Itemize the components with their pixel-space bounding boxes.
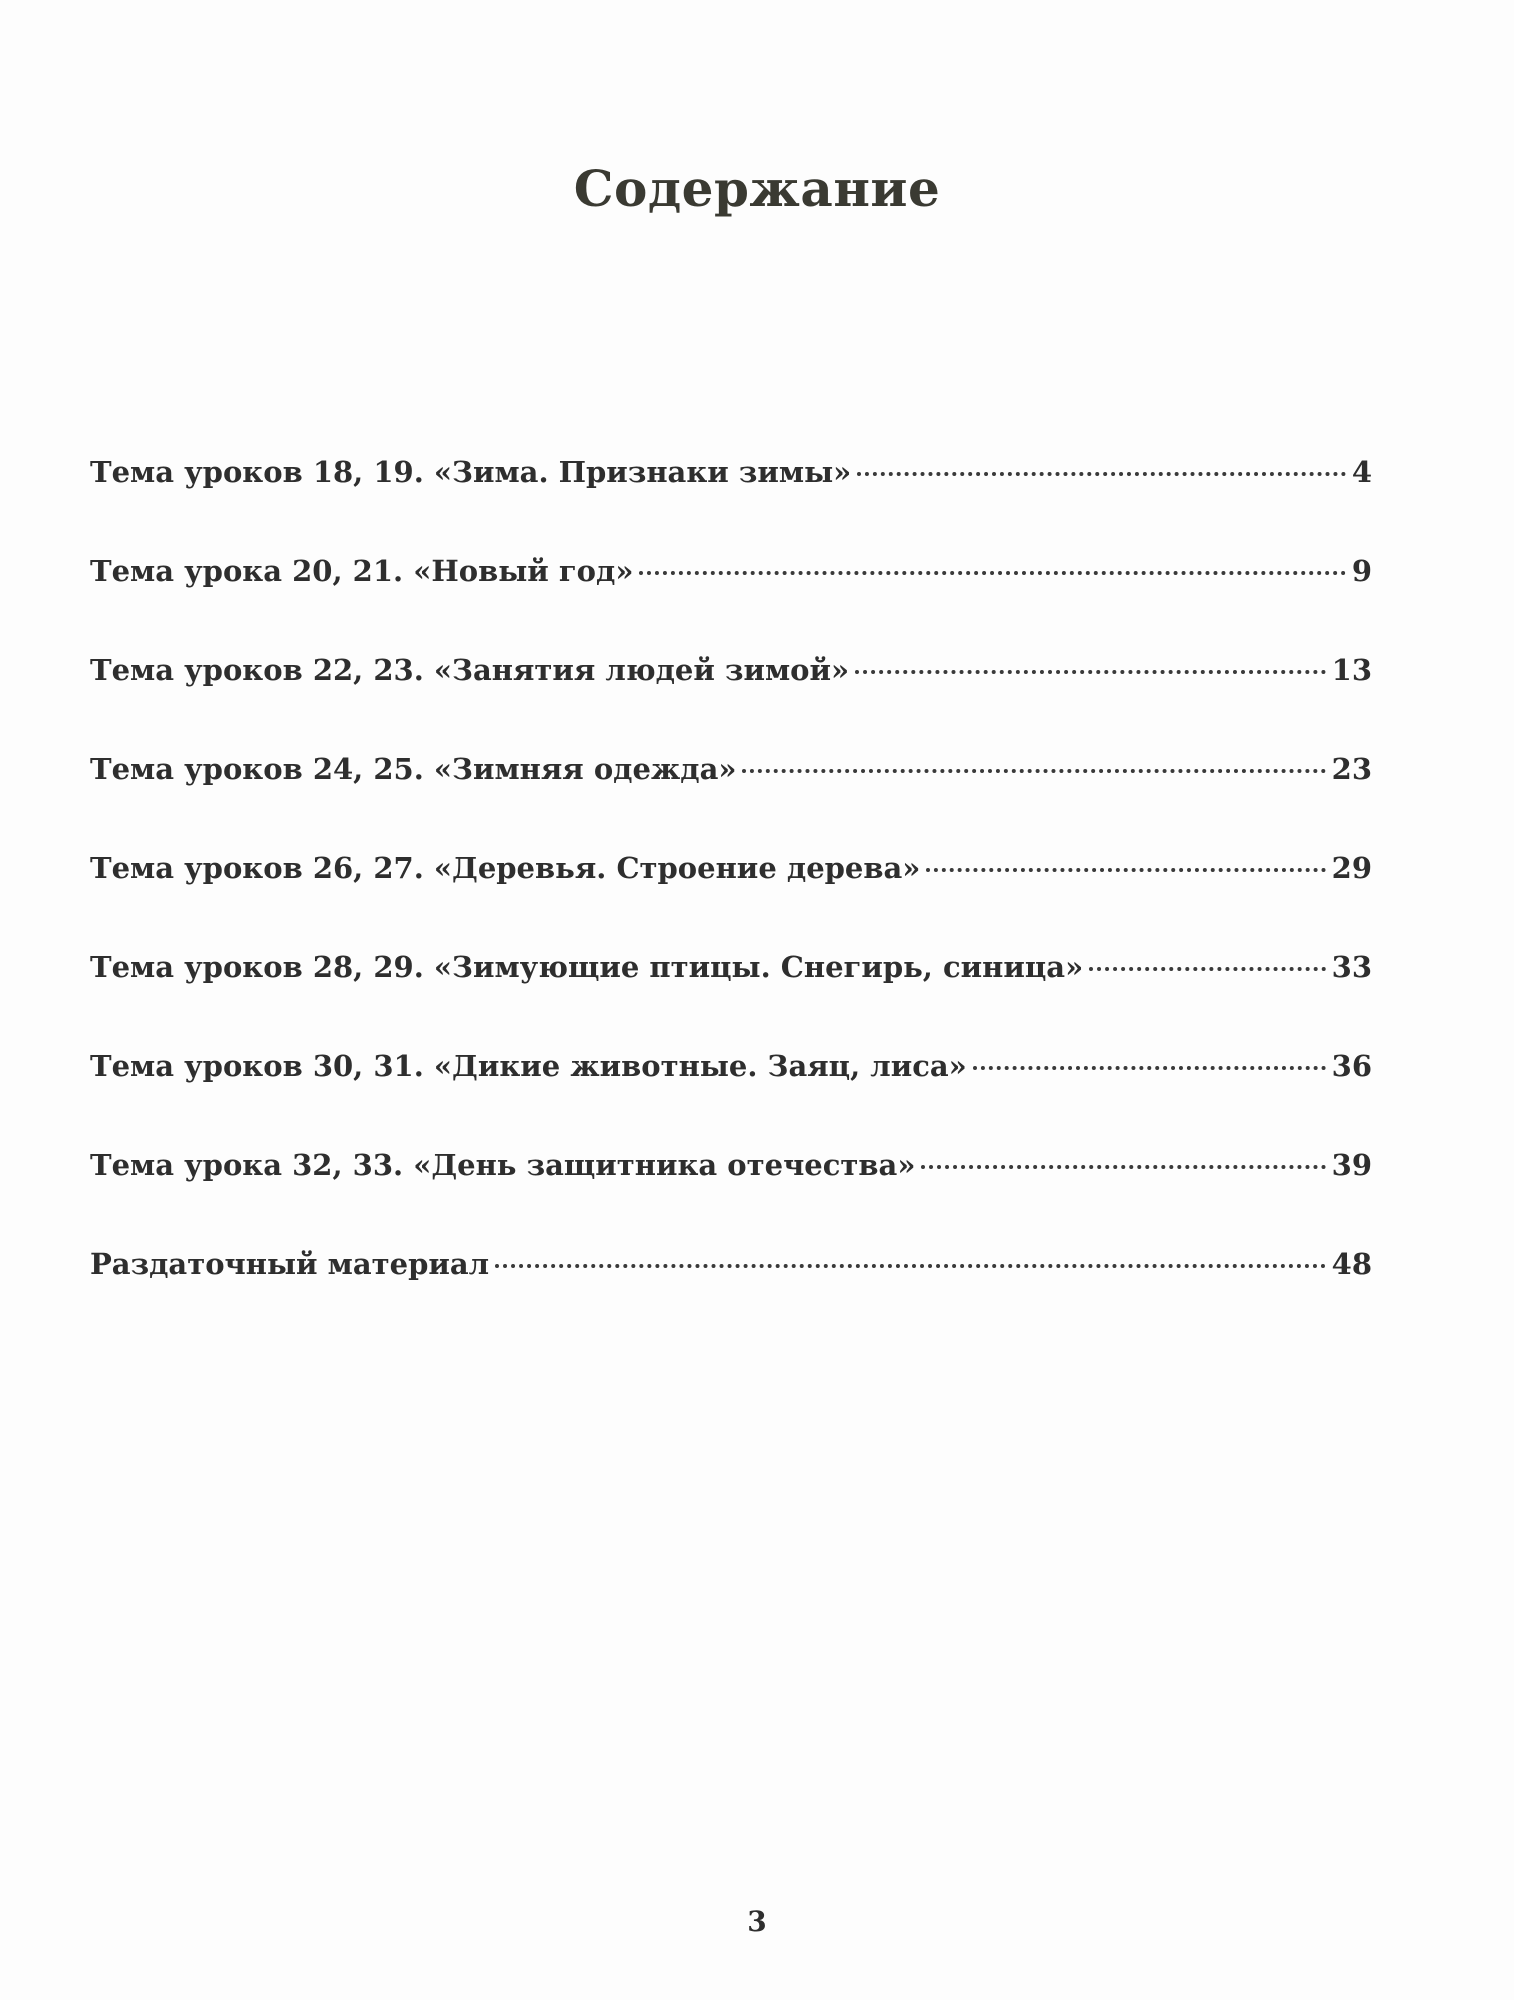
dot-leader <box>742 769 1325 773</box>
toc-entry <box>90 851 1372 950</box>
table-of-contents <box>90 455 1372 1346</box>
toc-entry <box>90 1049 1372 1148</box>
toc-entry-page: 29 <box>1331 851 1372 885</box>
toc-entry-page: 39 <box>1331 1148 1372 1182</box>
toc-entry-title: Тема урока 32, 33. «День защитника отечества» <box>90 1148 916 1182</box>
toc-entry-title: Тема уроков 24, 25. «Зимняя одежда» <box>90 752 737 786</box>
toc-entry <box>90 752 1372 851</box>
toc-entry <box>90 455 1372 554</box>
dot-leader <box>857 472 1346 476</box>
toc-entry <box>90 950 1372 1049</box>
toc-entry-page: 23 <box>1331 752 1372 786</box>
toc-entry <box>90 554 1372 653</box>
toc-entry-title: Тема урока 20, 21. «Новый год» <box>90 554 634 588</box>
toc-entry-page: 33 <box>1331 950 1372 984</box>
toc-entry-page: 36 <box>1331 1049 1372 1083</box>
dot-leader <box>921 1165 1325 1169</box>
page-title: Содержание <box>573 158 941 218</box>
toc-entry-page: 4 <box>1351 455 1372 489</box>
dot-leader <box>495 1264 1326 1268</box>
toc-entry-page: 9 <box>1351 554 1372 588</box>
toc-entry-title: Раздаточный материал <box>90 1247 490 1281</box>
dot-leader <box>926 868 1325 872</box>
toc-entry <box>90 1247 1372 1346</box>
toc-entry-page: 48 <box>1331 1247 1372 1281</box>
toc-entry-title: Тема уроков 18, 19. «Зима. Признаки зимы» <box>90 455 852 489</box>
toc-entry <box>90 1148 1372 1247</box>
toc-entry-title: Тема уроков 28, 29. «Зимующие птицы. Снегирь, синица» <box>90 950 1084 984</box>
toc-entry-title: Тема уроков 26, 27. «Деревья. Строение дерева» <box>90 851 921 885</box>
toc-entry-title: Тема уроков 22, 23. «Занятия людей зимой» <box>90 653 850 687</box>
toc-entry-page: 13 <box>1331 653 1372 687</box>
toc-entry <box>90 653 1372 752</box>
dot-leader <box>639 571 1345 575</box>
dot-leader <box>973 1066 1326 1070</box>
dot-leader <box>855 670 1325 674</box>
page-number: 3 <box>747 1905 767 1938</box>
toc-entry-title: Тема уроков 30, 31. «Дикие животные. Заяц, лиса» <box>90 1049 967 1083</box>
dot-leader <box>1089 967 1325 971</box>
